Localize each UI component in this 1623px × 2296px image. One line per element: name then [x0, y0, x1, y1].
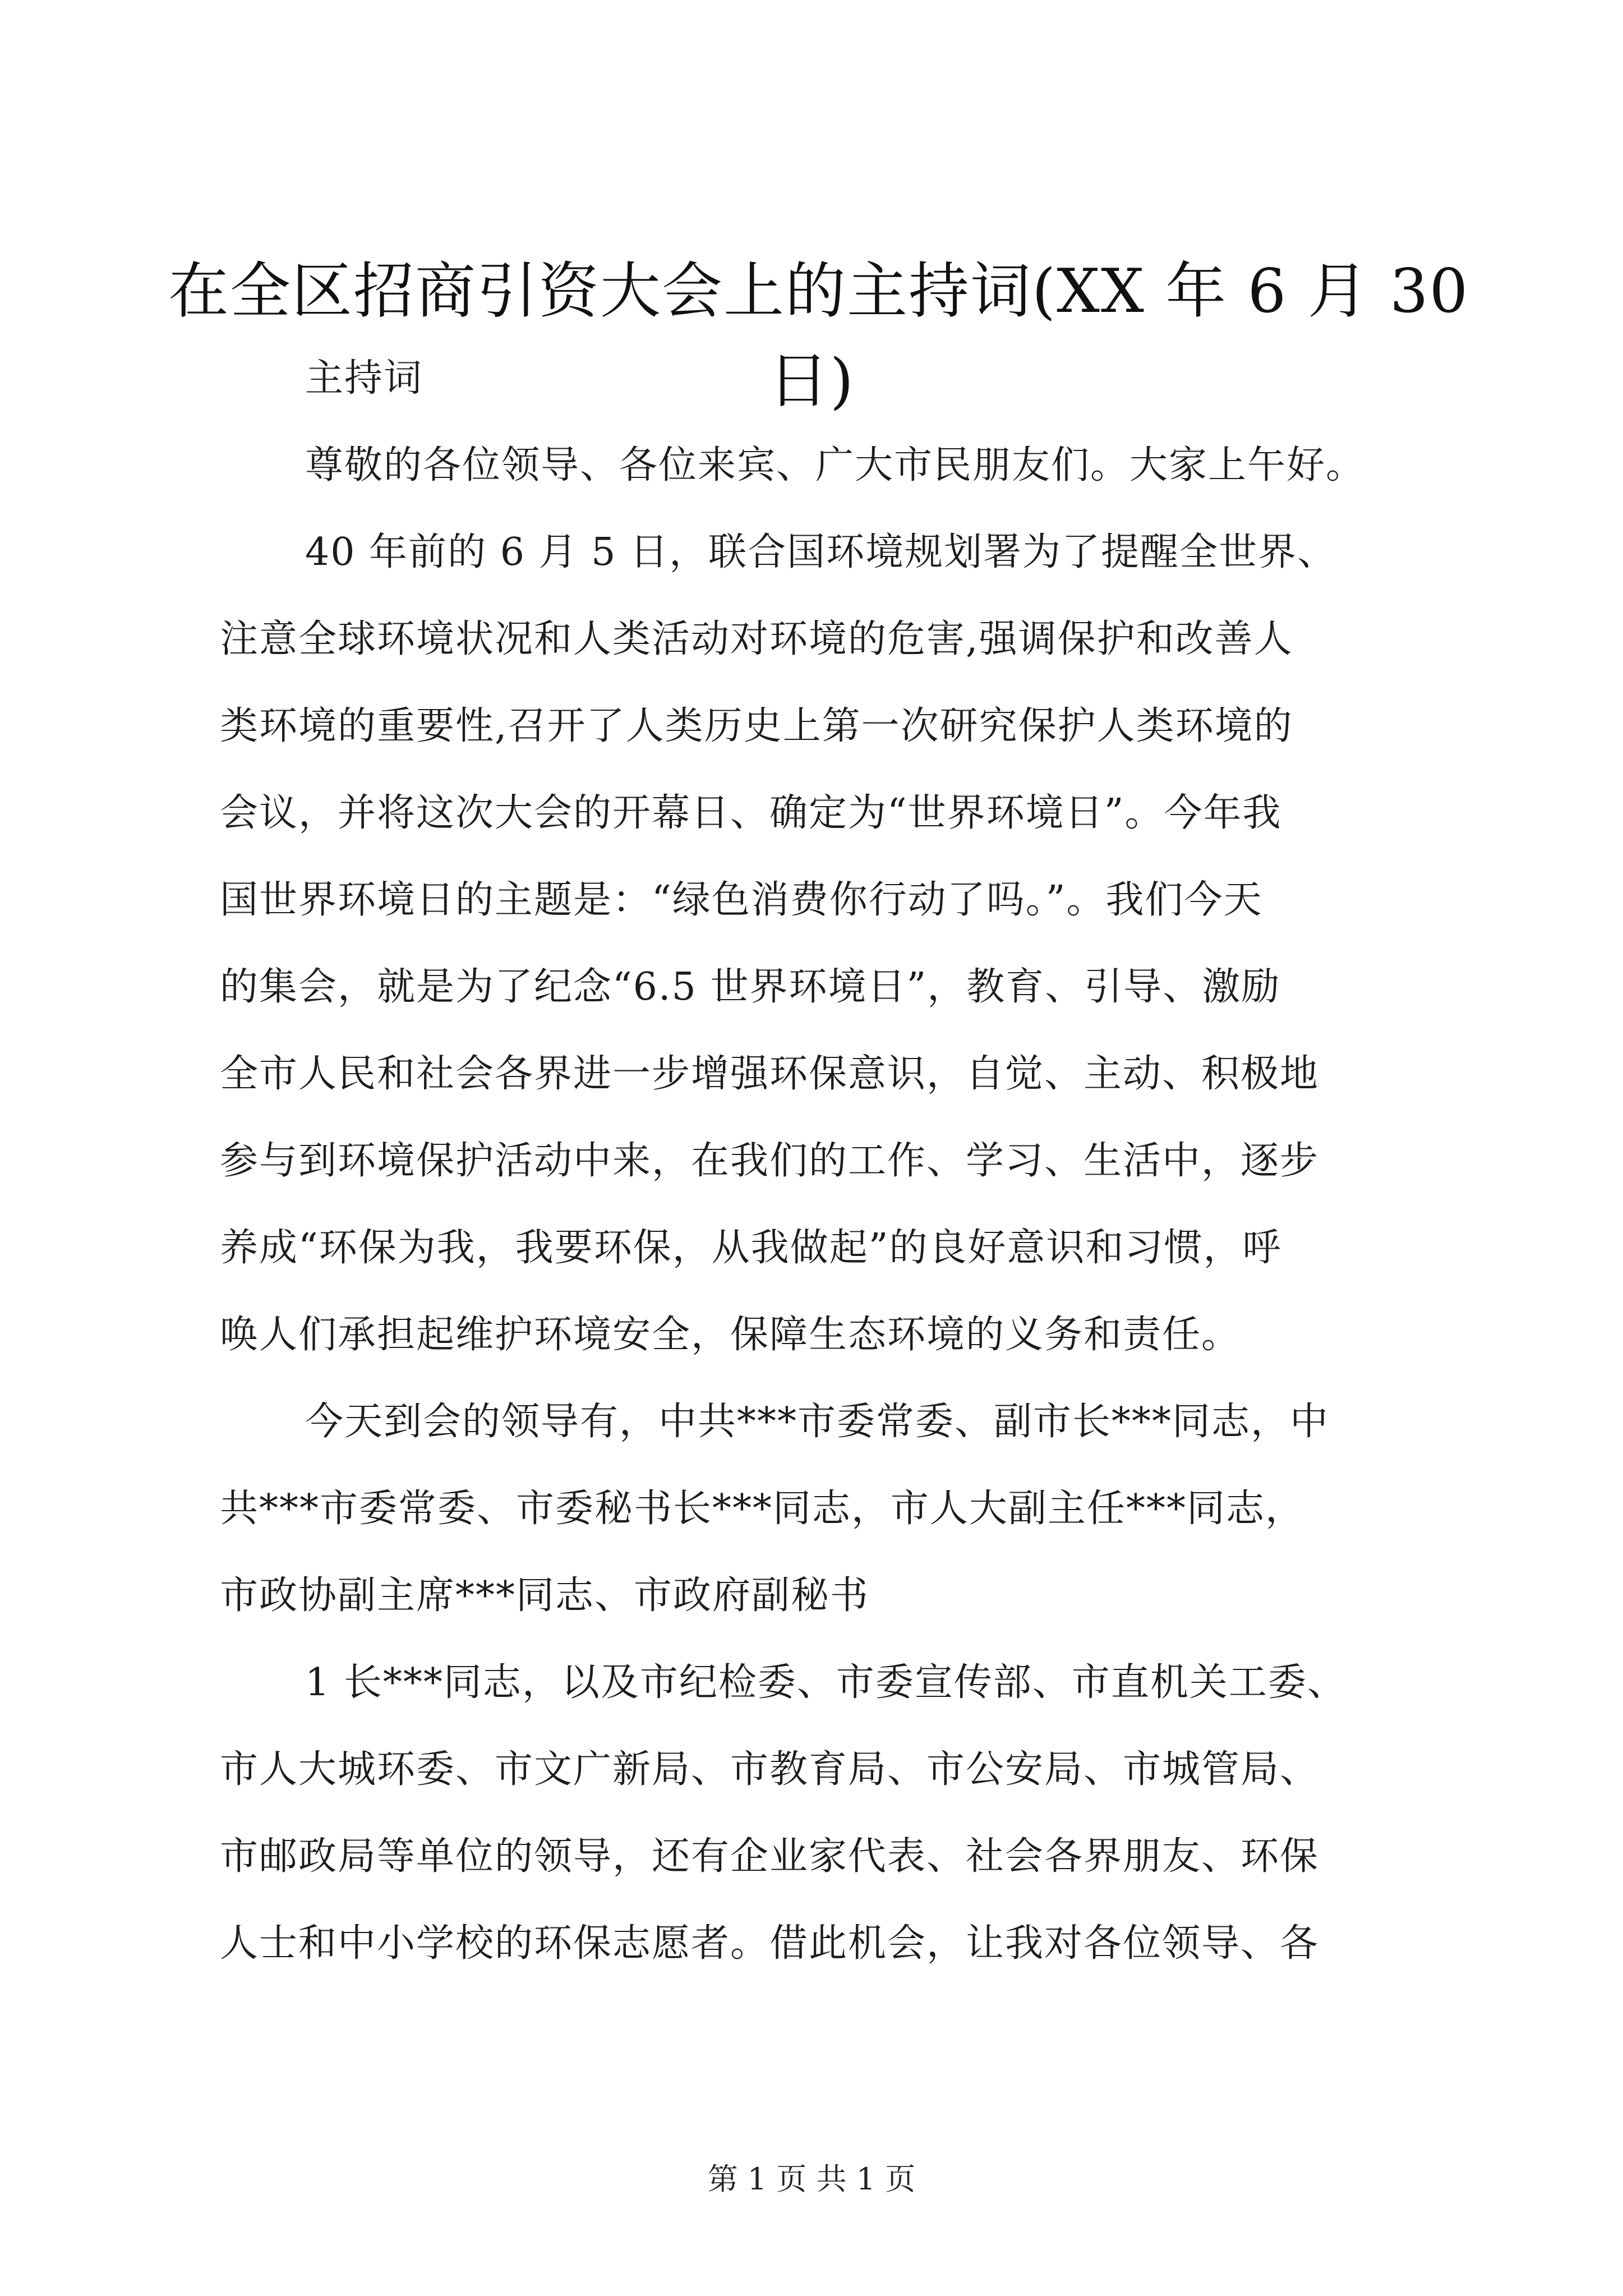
title-line-2: 日) — [768, 346, 855, 416]
paragraph-1-line-5: 国世界环境日的主题是：“绿色消费你行动了吗。”。我们今天 — [220, 878, 1263, 922]
paragraph-3-line-4: 人士和中小学校的环保志愿者。借此机会，让我对各位领导、各 — [220, 1921, 1320, 1966]
title-line-1: 在全区招商引资大会上的主持词(XX 年 6 月 30 — [168, 256, 1469, 326]
page-footer: 第 1 页 共 1 页 — [707, 2161, 916, 2197]
paragraph-1-line-10: 唤人们承担起维护环境安全，保障生态环境的义务和责任。 — [220, 1313, 1241, 1357]
paragraph-1-line-9: 养成“环保为我，我要环保，从我做起”的良好意识和习惯，呼 — [220, 1226, 1282, 1270]
paragraph-3-line-3: 市邮政局等单位的领导，还有企业家代表、社会各界朋友、环保 — [220, 1834, 1320, 1879]
paragraph-1-line-1: 40 年前的 6 月 5 日，联合国环境规划署为了提醒全世界、 — [305, 530, 1337, 574]
paragraph-1-line-6: 的集会，就是为了纪念“6.5 世界环境日”，教育、引导、激励 — [220, 965, 1281, 1009]
paragraph-3-line-1: 1 长***同志，以及市纪检委、市委宣传部、市直机关工委、 — [305, 1660, 1347, 1705]
paragraph-1-line-8: 参与到环境保护活动中来，在我们的工作、学习、生活中，逐步 — [220, 1139, 1320, 1183]
paragraph-1-line-3: 类环境的重要性,召开了人类历史上第一次研究保护人类环境的 — [220, 704, 1293, 748]
paragraph-1-line-4: 会议，并将这次大会的开幕日、确定为“世界环境日”。今年我 — [220, 791, 1282, 835]
paragraph-3-line-2: 市人大城环委、市文广新局、市教育局、市公安局、市城管局、 — [220, 1747, 1320, 1792]
paragraph-2-line-2: 共***市委常委、市委秘书长***同志，市人大副主任***同志， — [220, 1487, 1305, 1531]
paragraph-1-line-2: 注意全球环境状况和人类活动对环境的危害,强调保护和改善人 — [220, 617, 1293, 661]
paragraph-1-line-7: 全市人民和社会各界进一步增强环保意识，自觉、主动、积极地 — [220, 1052, 1320, 1096]
section-label: 主持词 — [305, 356, 423, 401]
paragraph-2-line-1: 今天到会的领导有，中共***市委常委、副市长***同志，中 — [305, 1400, 1330, 1444]
greeting-line: 尊敬的各位领导、各位来宾、广大市民朋友们。大家上午好。 — [305, 443, 1366, 487]
paragraph-2-line-3: 市政协副主席***同志、市政府副秘书 — [220, 1573, 870, 1618]
